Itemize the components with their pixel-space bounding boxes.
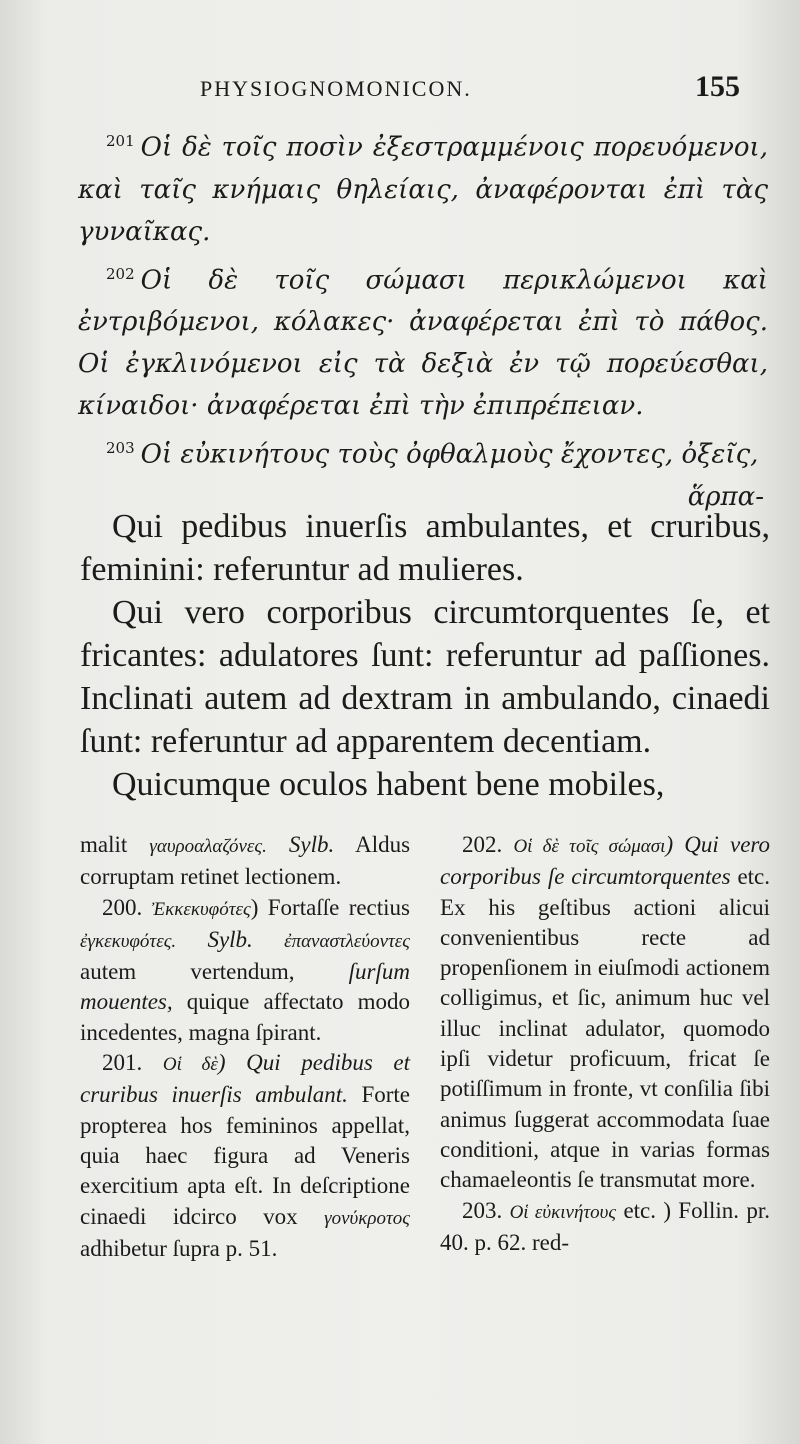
note-greek: γαυροαλαζόνες. (149, 836, 267, 857)
note-paragraph (80, 830, 410, 893)
note-text: etc. Ex his geſtibus actioni alicui convenientibus recte ad propenſionem in eiuſmodi actionem colligimus, et ſic, animum huc vel illuc inclinat adulator, quomodo ipſi videtur proficuum, fricat ſe potiſſimum in fronte, vt conſilia ſibi animus ſuggerat accommodata ſuae conditioni, atque in varias formas chamaeleontis ſe transmutat more. (440, 864, 770, 1193)
notes-column-right (440, 830, 770, 1264)
note-paragraph (440, 1196, 770, 1259)
note-number: 201. (102, 1050, 143, 1076)
greek-text-block (78, 120, 768, 518)
note-text: Forte propterea hos femininos appellat, quia haec figura ad Veneris exercitium apta eſt. In deſcriptione cinaedi idcirco vox (80, 1082, 411, 1229)
catchword: ἅρπα- (687, 481, 764, 512)
footnotes (80, 830, 770, 1264)
note-number: 202. (462, 832, 503, 857)
greek-paragraph-201 (78, 120, 768, 253)
latin-translation (80, 505, 770, 806)
note-text: autem vertendum, (80, 959, 295, 985)
note-author: Sylb. (207, 926, 253, 952)
note-greek: ἐγκεκυφότες. (80, 930, 177, 952)
latin-paragraph: Qui vero corporibus circumtorquentes ſe, et fricantes: adulatores ſunt: referuntur ad paſſiones. Inclinati autem ad dextram in ambulando, cinaedi ſunt: referuntur ad apparentem decentiam. (80, 594, 770, 760)
note-italic: ) Qui vero corporibus ſe circumtorquentes (440, 832, 770, 890)
note-greek: Ἐκκεκυφότες (151, 898, 251, 920)
greek-paragraph-202 (78, 253, 768, 428)
greek-paragraph-text: Οἱ εὐκινήτους τοὺς ὀφθαλμοὺς ἔχοντες, ὀξεῖς, (140, 439, 759, 470)
greek-paragraph-text: Οἱ δὲ τοῖς ποσὶν ἐξεστραμμένοις πορευόμενοι, καὶ ταῖς κνήμαις θηλείαις, ἀναφέρονται ἐπὶ τὰς γυναῖκας. (78, 132, 768, 247)
latin-paragraph: Qui pedibus inuerſis ambulantes, et cruribus, feminini: referuntur ad mulieres. (80, 508, 770, 588)
running-head (200, 70, 740, 104)
notes-column-left (80, 830, 410, 1264)
note-paragraph (440, 830, 770, 1196)
greek-paragraph-text: Οἱ δὲ τοῖς σώμασι περικλώμενοι καὶ ἐντριβόμενοι, κόλακες· ἀναφέρεται ἐπὶ τὸ πάθος. Οἱ ἐγκλινόμενοι εἰς τὰ δεξιὰ ἐν τῷ πορεύεσθαι, κίναιδοι· ἀναφέρεται ἐπὶ τὴν ἐπιπρέπειαν. (78, 265, 768, 422)
note-greek: γονύκροτος (324, 1207, 411, 1229)
note-text: adhibetur ſupra p. 51. (80, 1235, 278, 1261)
page-number: 155 (695, 70, 740, 103)
section-number: 202 (106, 264, 135, 283)
note-greek: Οἱ δὲ τοῖς σώμασι (513, 836, 666, 857)
latin-paragraph: Quicumque oculos habent bene mobiles, (112, 766, 665, 803)
note-number: 203. (462, 1197, 503, 1223)
note-text: ) Fortaſſe rectius (250, 894, 410, 920)
section-number: 203 (106, 439, 135, 458)
note-italic: ) Qui pedibus et cruribus inuerſis ambulant. (80, 1050, 411, 1108)
note-greek: ἐπαναστλεύοντες (284, 930, 410, 952)
greek-paragraph-203 (78, 427, 768, 476)
note-text: quique affectato modo incedentes, magna ſpirant. (80, 989, 410, 1045)
note-author: Sylb. (288, 832, 335, 857)
note-number: 200. (102, 894, 143, 920)
note-text: etc. ) Follin. pr. 40. p. 62. red- (440, 1197, 770, 1255)
note-italic: ſurſum mouentes, (80, 959, 410, 1015)
running-title: PHYSIOGNOMONICON. (200, 76, 472, 101)
note-paragraph (80, 893, 410, 1048)
section-number: 201 (106, 132, 135, 150)
note-greek: Οἱ εὐκινήτους (509, 1201, 617, 1223)
note-text: malit (80, 832, 128, 857)
note-text: Aldus corruptam retinet lectionem. (80, 832, 411, 890)
note-paragraph (80, 1048, 410, 1264)
note-greek: Οἱ δὲ (162, 1054, 218, 1076)
